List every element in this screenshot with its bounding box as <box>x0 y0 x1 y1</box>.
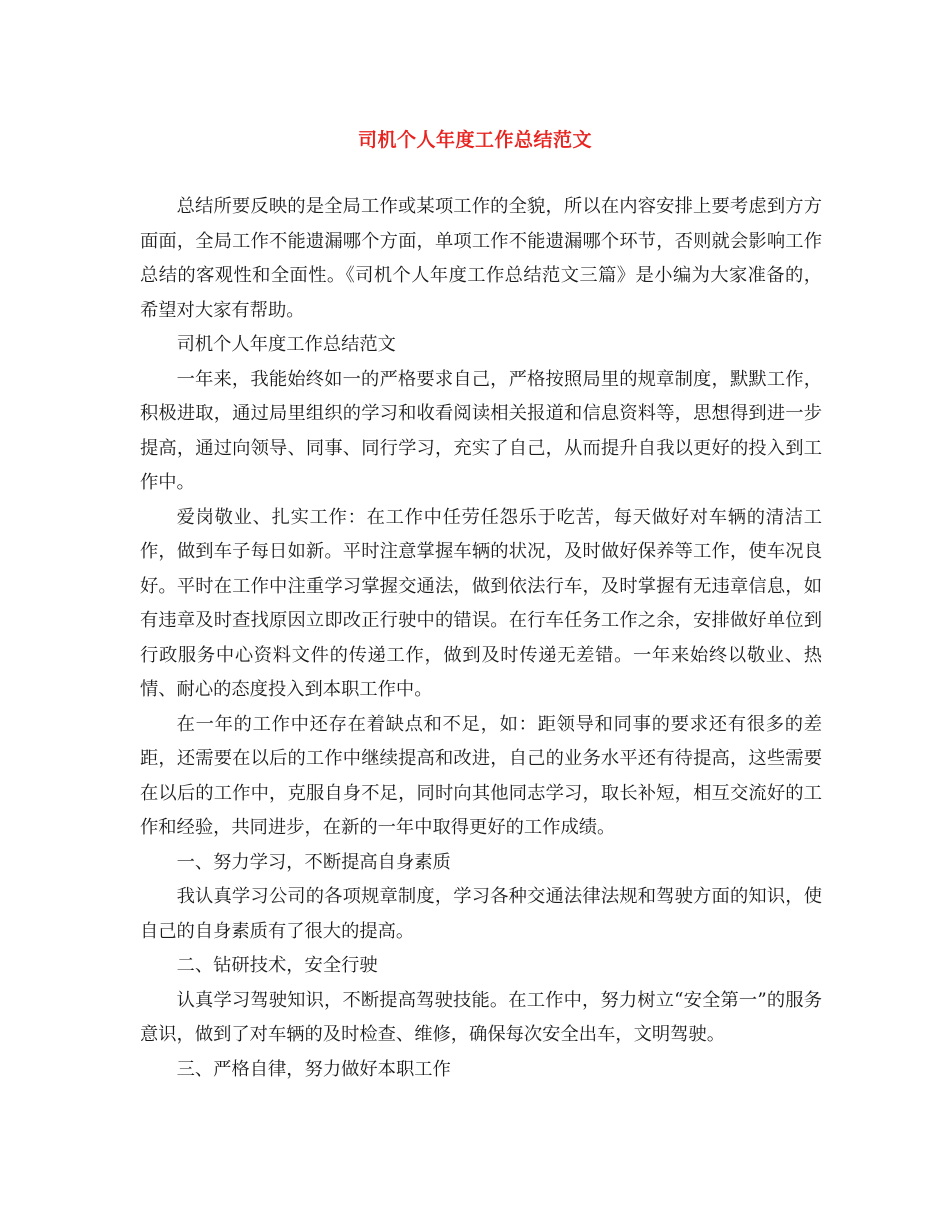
paragraph-safety: 认真学习驾驶知识，不断提高驾驶技能。在工作中，努力树立“安全第一”的服务意识，做到了对车辆的及时检查、维修，确保每次安全出车，文明驾驶。 <box>140 989 822 1045</box>
section-heading-study: 一、努力学习，不断提高自身素质 <box>176 851 451 873</box>
paragraph-dedication: 爱岗敬业、扎实工作：在工作中任劳任怨乐于吃苦，每天做好对车辆的清洁工作，做到车子每日如新。平时注意掌握车辆的状况，及时做好保养等工作，使车况良好。平时在工作中注重学习掌握交通法，做到依法行车，及时掌握有无违章信息，如有违章及时查找原因立即改正行驶中的错误。在行车任务工作之余，安排做好单位到行政服务中心资料文件的传递工作，做到及时传递无差错。一年来始终以敬业、热情、耐心的态度投入到本职工作中。 <box>140 506 822 700</box>
paragraph-shortcomings: 在一年的工作中还存在着缺点和不足，如：距领导和同事的要求还有很多的差距，还需要在以后的工作中继续提高和改进，自己的业务水平还有待提高，这些需要在以后的工作中，克服自身不足，同时向其他同志学习，取长补短，相互交流好的工作和经验，共同进步，在新的一年中取得更好的工作成绩。 <box>140 713 822 838</box>
document-body <box>140 190 822 1087</box>
paragraph-year-summary: 一年来，我能始终如一的严格要求自己，严格按照局里的规章制度，默默工作，积极进取，通过局里组织的学习和收看阅读相关报道和信息资料等，思想得到进一步提高，通过向领导、同事、同行学习，充实了自己，从而提升自我以更好的投入到工作中。 <box>140 368 822 493</box>
paragraph-subtitle: 司机个人年度工作总结范文 <box>176 334 396 355</box>
section-heading-discipline: 三、严格自律，努力做好本职工作 <box>176 1058 451 1080</box>
document-title: 司机个人年度工作总结范文 <box>357 129 592 151</box>
paragraph-study: 我认真学习公司的各项规章制度，学习各种交通法律法规和驾驶方面的知识，使自己的自身素质有了很大的提高。 <box>140 886 822 942</box>
section-heading-safety: 二、钻研技术，安全行驶 <box>176 955 378 976</box>
paragraph-intro: 总结所要反映的是全局工作或某项工作的全貌，所以在内容安排上要考虑到方方面面，全局工作不能遗漏哪个方面，单项工作不能遗漏哪个环节，否则就会影响工作总结的客观性和全面性。《司机个人年度工作总结范文三篇》是小编为大家准备的，希望对大家有帮助。 <box>140 196 822 321</box>
